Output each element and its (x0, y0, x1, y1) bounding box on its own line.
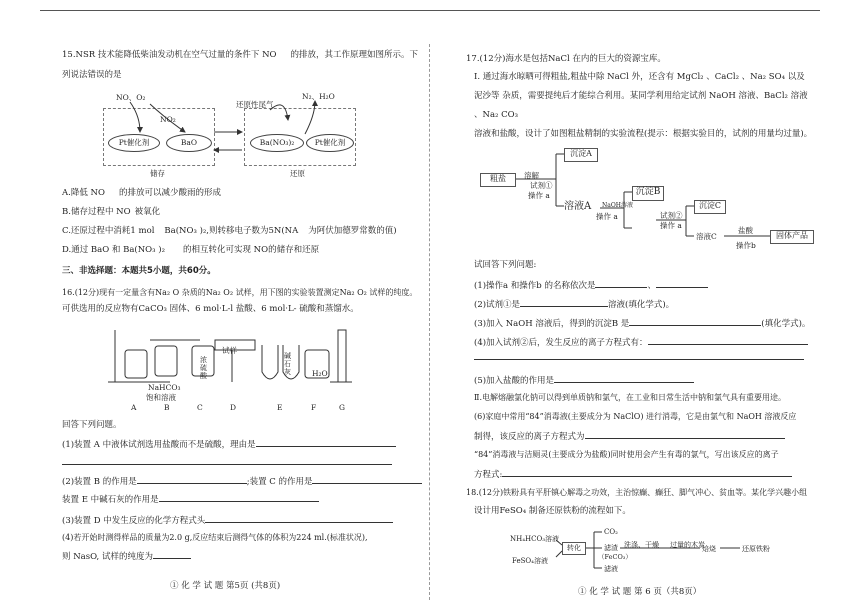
q17-sub6a: (6)家庭中常用“84”消毒液(主要成分为 NaClO) 进行消毒，它是由氯气和 NaOH 溶液反应 (474, 412, 797, 421)
feso4-label: FeSO₄溶液 (512, 557, 548, 565)
tail-gas-label: 还原性尾气 (236, 100, 274, 109)
precipitate-b-box: 沉淀B (632, 186, 664, 201)
feco3-label: （FeCO₃） (598, 553, 632, 561)
label-d: D (230, 403, 237, 412)
q17-part2: Ⅱ.电解熔融氯化钠可以得到单质钠和氯气，在工业和日常生活中钠和氯气具有重要用途。 (474, 393, 786, 402)
reagent1-label: 试剂① (530, 181, 553, 190)
q16-sub1: (1)装置 A 中液体试剂选用盐酸而不是硫酸，理由是 (62, 438, 396, 451)
filtrate-label: 滤液 (604, 565, 618, 573)
q16-sub2: (2)装置 B 的作用是 ;装置 C 的作用是 (62, 475, 422, 488)
sample-label: 试样 (222, 346, 237, 355)
excess-carbon-label: 过量的木炭 (670, 541, 705, 549)
left-page-footer: ① 化 学 试 题 第5页 (共8页) (170, 581, 281, 591)
operation-a-label-1: 操作 a (528, 191, 550, 200)
solid-product-box: 固体产品 (770, 230, 814, 244)
saturated-solution-label: 饱和溶液 (146, 393, 176, 402)
q16-sub4b: 则 NasO, 试样的纯度为 (62, 550, 191, 563)
nahco3-label: NaHCO₃ (148, 383, 181, 392)
q16-stem-2: 可供选用的反应物有CaCO₃ 固体、6 mol·L-l 盐酸、6 mol·L- 硫酸和蒸馏水。 (62, 304, 359, 314)
q16-answer-intro: 回答下列问题。 (62, 420, 122, 430)
section-3-heading: 三、非选择题：本题共5小题，共60分。 (62, 266, 216, 276)
conc-h2so4-label: 浓硫酸 (200, 356, 207, 380)
reagent2-label: 试剂② (660, 211, 683, 220)
q16-stem-1: 16.(12分)现有一定量含有Na₂ O 杂质的Na₂ O₂ 试样，用下图的实验装置测定Na₂ O₂ 试样的纯度。 (62, 288, 418, 297)
pt-catalyst-2: Pt催化剂 (306, 134, 354, 152)
label-a: A (131, 403, 137, 412)
roast-label: 焙烧 (702, 545, 716, 553)
right-page-footer: ① 化 学 试 题 第 6 页（共8页） (578, 587, 702, 597)
q17-stem-1: 17.(12分)海水是包括NaCl 在内的巨大的资源宝库。 (466, 54, 666, 64)
conversion-box: 转化 (562, 542, 586, 555)
pt-catalyst-1: Pt催化剂 (108, 134, 160, 152)
water-label: H₂O (312, 369, 328, 378)
reduction-label: 还原 (290, 169, 305, 178)
q16-sub3: (3)装置 D 中发生反应的化学方程式头 (62, 514, 393, 527)
q18-stem-1: 18.(12分)铁粉具有平肝镇心解毒之功效，主治惊癫、癫狂、脚气冲心、贫血等。某化学兴趣小组 (466, 488, 808, 497)
q17-sub4: (4)加入试剂②后，发生反应的离子方程式有： (474, 336, 808, 349)
q17-sub3: (3)加入 NaOH 溶液后，得到的沉淀B 是 (填化学式)。 (474, 319, 811, 329)
q18-stem-2: 设计用FeSO₄ 制备还原铁粉的流程如下。 (474, 506, 631, 516)
label-c: C (197, 403, 203, 412)
q17-stem-2: I. 通过海水晾晒可得粗盐,粗盐中除 NaCl 外，还含有 MgCl₂ 、CaCl₂ 、Na₂ SO₄ 以及 (474, 72, 805, 82)
q15-option-d: D.通过 BaO 和 Ba(NO₃ )₂ 的相互转化可实现 NO的储存和还原 (62, 245, 320, 255)
q17-ask: 试回答下列问题: (474, 260, 537, 270)
q15-option-a: A.降低 NO 的排放可以减少酸雨的形成 (62, 188, 221, 198)
operation-a-label-3: 操作 a (660, 221, 682, 230)
naoh-label: NaOH溶液 (602, 202, 633, 209)
nh4hco3-label: NH₄HCO₃溶液 (510, 535, 560, 543)
in-gas-label: NO、O₂ (116, 93, 146, 102)
storage-label: 储存 (150, 169, 165, 178)
operation-b-label: 操作b (736, 241, 756, 250)
q17-sub5: (5)加入盐酸的作用是 (474, 374, 694, 387)
q17-sub6c: “84”消毒液与洁厕灵(主要成分为盐酸)同时使用会产生有毒的氯气，写出该反应的离子 (474, 450, 779, 459)
co2-label: CO₂ (604, 528, 618, 536)
bao-oval: BaO (166, 134, 212, 152)
q17-sub2: (2)试剂①是 溶液(填化学式)。 (474, 300, 675, 310)
reduced-iron-label: 还原铁粉 (742, 545, 770, 553)
label-f: F (311, 403, 317, 412)
q16-sub4a: (4)若开始时测得样品的质量为2.0 g,反应结束后测得气体的体积为224 ml.(标准状况), (62, 533, 368, 542)
q17-stem-4: 、Na₂ CO₃ (474, 110, 518, 120)
dissolve-label: 溶解 (524, 171, 539, 180)
solution-c-label: 溶液C (696, 232, 717, 241)
q17-stem-5: 溶液和盐酸，设计了如图粗盐精制的实验流程(提示：根据实验目的，试剂的用量均过量)。 (474, 129, 813, 139)
label-e: E (277, 403, 283, 412)
q15-option-b: B.储存过程中 NO 被氧化 (62, 207, 161, 217)
label-b: B (164, 403, 170, 412)
q15-option-c: C.还原过程中消耗1 mol Ba(NO₃ )₂,则转移电子数为5N(NA 为阿伏加德罗常数的值) (62, 226, 397, 236)
q15-stem-2: 列说法错误的是 (62, 70, 122, 80)
solution-a-label: 溶液A (564, 201, 592, 212)
q17-stem-3: 泥沙等 杂质，需要提纯后才能综合利用。某同学利用给定试剂 NaOH 溶液、BaCl₂ 溶液 (474, 91, 808, 101)
q17-sub6d: 方程式: (474, 468, 792, 481)
no2-label: NO₂ (160, 115, 176, 124)
bano3-oval: Ba(NO₃)₂ (250, 134, 304, 152)
q17-sub6b: 制得，该反应的离子方程式为 (474, 430, 785, 443)
label-g: G (339, 403, 345, 412)
precipitate-a-box: 沉淀A (564, 148, 598, 162)
q15-stem-1: 15.NSR 技术能降低柴油发动机在空气过量的条件下 NO 的排放，其工作原理如图所示。下 (62, 50, 419, 60)
out-gas-label: N₂、H₂O (302, 92, 335, 101)
crude-salt-box: 粗盐 (480, 173, 516, 187)
q16-sub2c: 装置 E 中碱石灰的作用是 (62, 493, 319, 506)
precipitate-c-box: 沉淀C (694, 200, 726, 214)
soda-lime-label: 碱石灰 (284, 352, 291, 376)
wash-dry-label: 洗涤、干燥 (624, 541, 659, 549)
q17-sub1: (1)操作a 和操作b 的名称依次是 、 (474, 279, 708, 292)
hcl-label: 盐酸 (738, 226, 753, 235)
residue-label: 滤渣 (604, 544, 618, 552)
operation-a-label-2: 操作 a (596, 212, 618, 221)
